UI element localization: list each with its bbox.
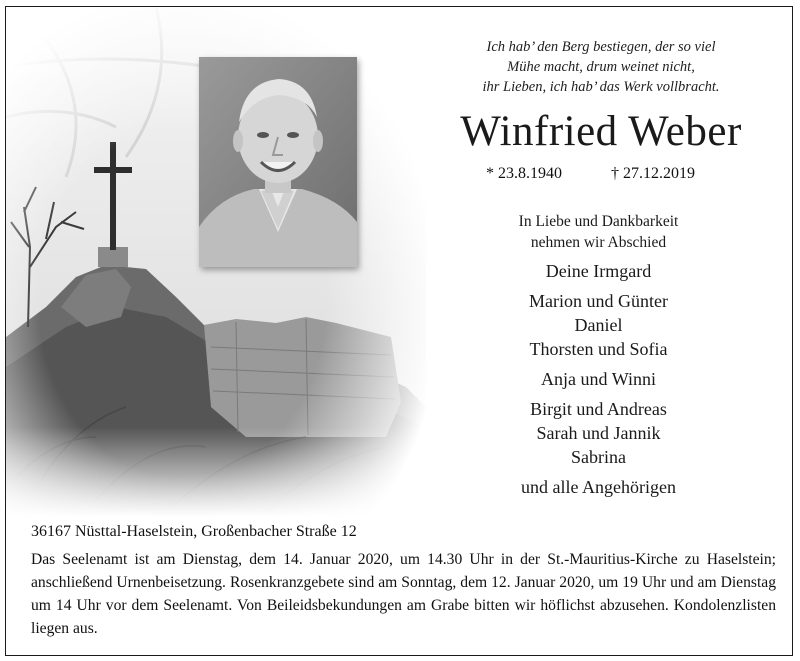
mourner-group (426, 259, 771, 283)
mourners-list (426, 211, 771, 499)
verse-line: Ich hab’ den Berg bestiegen, der so viel (486, 39, 716, 55)
service-notice: Das Seelenamt ist am Dienstag, dem 14. Januar 2020, um 14.30 Uhr in der St.-Mauritius-Kirche zu Haselstein; anschließend Urnenbeisetzung. Rosenkranzgebete sind am Sonntag, dem 12. Januar 2020, um 19 Uhr und am Dienstag um 14 Uhr vor dem Seelenamt. Von Beileidsbekundungen am Grabe bitten wir höflichst abzusehen. Kondolenzlisten liegen aus. (31, 551, 776, 637)
mourner-name: Anja und Winni (541, 369, 656, 389)
mourner-name: Sarah und Jannik (536, 423, 661, 443)
family-address: 36167 Nüsttal-Haselstein, Großenbacher Straße 12 (31, 523, 357, 540)
verse-line: ihr Lieben, ich hab’ das Werk vollbracht. (482, 79, 720, 95)
mourner-name: Marion und Günter (529, 291, 668, 311)
mourner-group (426, 397, 771, 469)
portrait-photo (199, 57, 357, 267)
mourner-name: Daniel (574, 315, 623, 335)
verse-line: Mühe macht, drum weinet nicht, (507, 59, 695, 75)
mourner-name: und alle Angehörigen (521, 477, 676, 497)
mourner-name: Thorsten und Sofia (529, 339, 668, 359)
intro-line: nehmen wir Abschied (530, 234, 667, 251)
mourner-group (426, 475, 771, 499)
intro-line: In Liebe und Dankbarkeit (518, 213, 679, 230)
mourner-group (426, 367, 771, 391)
mourner-name: Deine Irmgard (545, 261, 652, 281)
farewell-intro (426, 211, 771, 253)
mourner-name: Sabrina (571, 447, 626, 467)
birth-date: * 23.8.1940 (486, 165, 562, 182)
mourner-name: Birgit und Andreas (530, 399, 667, 419)
memorial-verse (416, 37, 786, 97)
mourner-group (426, 289, 771, 361)
death-date: † 27.12.2019 (611, 165, 695, 182)
obituary-card (5, 6, 793, 656)
deceased-name: Winfried Weber (460, 108, 742, 155)
